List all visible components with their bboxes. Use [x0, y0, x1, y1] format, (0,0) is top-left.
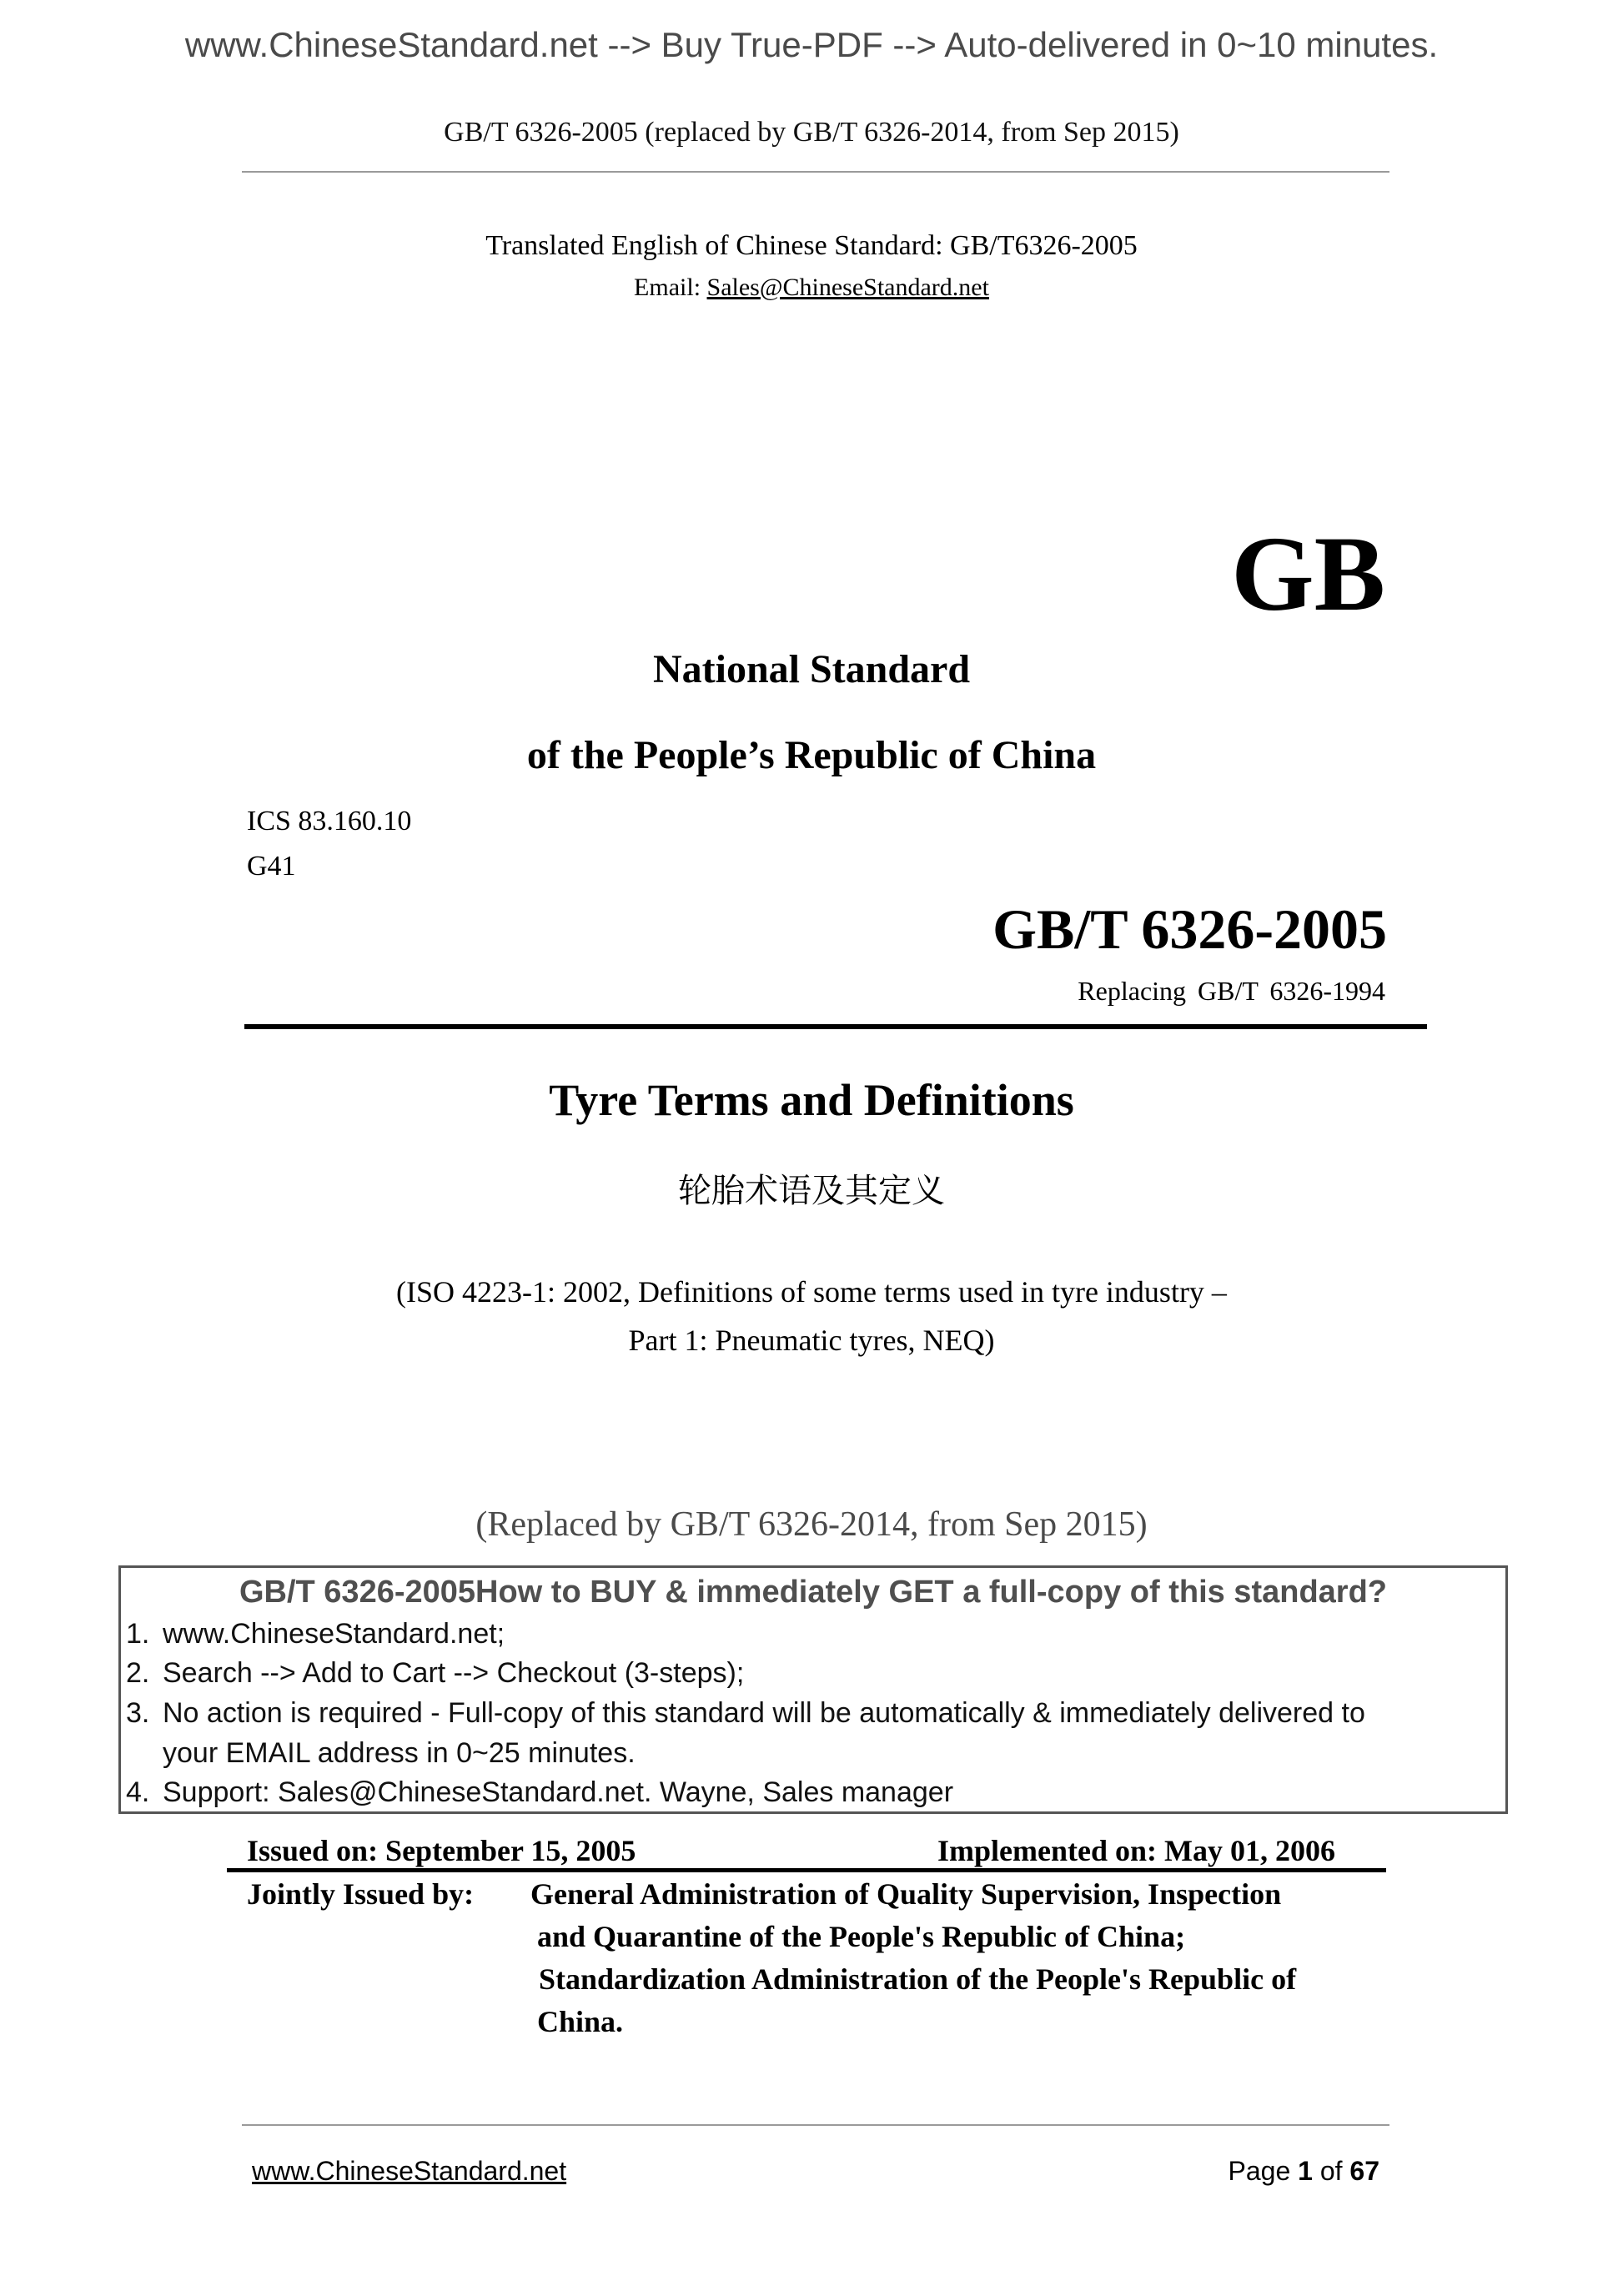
page-label: Page: [1228, 2156, 1299, 2186]
document-title-cn: 轮胎术语及其定义: [678, 1172, 945, 1210]
footer-website-link[interactable]: www.ChineseStandard.net: [252, 2156, 567, 2186]
email-label: Email:: [634, 274, 707, 301]
page-current: 1: [1298, 2156, 1313, 2186]
buy-step: [126, 1657, 744, 1690]
implemented-on: Implemented on: May 01, 2006: [937, 1834, 1335, 1867]
step-number: 4.: [126, 1776, 150, 1808]
replaced-note: (Replaced by GB/T 6326-2014, from Sep 2015): [475, 1505, 1148, 1544]
page-of: of: [1312, 2156, 1350, 2186]
step-text: Search --> Add to Cart --> Checkout (3-steps);: [163, 1657, 745, 1689]
top-banner: www.ChineseStandard.net --> Buy True-PDF --> Auto-delivered in 0~10 minutes.: [184, 25, 1439, 64]
step-text[interactable]: www.ChineseStandard.net;: [163, 1618, 505, 1650]
header-subtitle: GB/T 6326-2005 (replaced by GB/T 6326-2014, from Sep 2015): [444, 117, 1179, 148]
issued-on: Issued on: September 15, 2005: [247, 1834, 636, 1867]
step-number: 2.: [126, 1657, 150, 1689]
issuer-line: China.: [537, 2005, 624, 2038]
buy-step: [126, 1618, 505, 1650]
document-title-en: Tyre Terms and Definitions: [549, 1075, 1074, 1125]
gb-logo: GB: [1231, 515, 1385, 633]
email-line: [0, 274, 1623, 302]
buy-instructions-box: [118, 1565, 1508, 1814]
footer-divider: [242, 2124, 1389, 2126]
step-text: No action is required - Full-copy of this standard will be automatically & immediately delivered to: [163, 1697, 1365, 1729]
step-number: 3.: [126, 1697, 150, 1729]
step-number: 1.: [126, 1618, 150, 1650]
standard-number: GB/T 6326-2005: [992, 897, 1387, 961]
step-text-continued: your EMAIL address in 0~25 minutes.: [163, 1737, 636, 1769]
step-text: Support: Sales@ChineseStandard.net. Wayne, Sales manager: [163, 1776, 954, 1808]
issue-divider: [227, 1868, 1386, 1872]
ics-code: ICS 83.160.10: [247, 806, 412, 837]
iso-reference-line2: Part 1: Pneumatic tyres, NEQ): [628, 1324, 995, 1357]
title-divider: [244, 1024, 1427, 1029]
national-standard-heading: National Standard: [652, 647, 971, 691]
translated-title: Translated English of Chinese Standard: GB/T6326-2005: [485, 230, 1138, 261]
jointly-issued-label: Jointly Issued by:: [247, 1877, 475, 1911]
email-link[interactable]: Sales@ChineseStandard.net: [706, 274, 989, 301]
iso-reference-line1: (ISO 4223-1: 2002, Definitions of some terms used in tyre industry –: [396, 1275, 1227, 1309]
issuer-line: General Administration of Quality Supervision, Inspection: [530, 1877, 1282, 1911]
header-divider: [242, 171, 1389, 173]
ccs-code: G41: [247, 851, 296, 882]
buy-step: [126, 1697, 1365, 1730]
issuer-line: Standardization Administration of the People's Republic of: [539, 1962, 1297, 1996]
replacing-note: Replacing GB/T 6326-1994: [1078, 976, 1385, 1006]
buy-box-title: GB/T 6326-2005How to BUY & immediately GET a full-copy of this standard?: [239, 1575, 1388, 1610]
buy-step: [126, 1776, 953, 1809]
page-indicator: [1229, 2156, 1379, 2187]
page-total: 67: [1349, 2156, 1379, 2186]
issuer-line: and Quarantine of the People's Republic of China;: [537, 1920, 1186, 1953]
national-standard-subheading: of the People’s Republic of China: [526, 733, 1097, 777]
